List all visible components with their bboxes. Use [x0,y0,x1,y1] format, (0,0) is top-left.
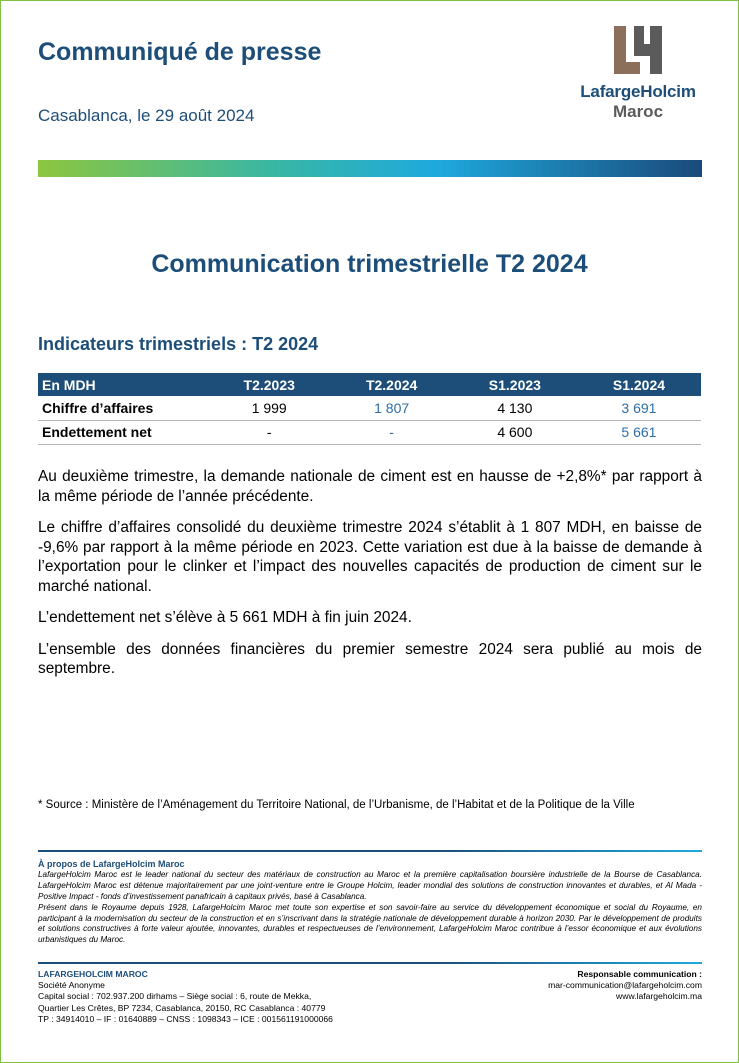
table-row [38,396,701,420]
date-line: Casablanca, le 29 août 2024 [38,106,255,125]
about-section [38,859,702,946]
row-label: Endettement net [38,420,208,444]
table-header-cell: S1.2024 [577,373,701,396]
contact-email-link[interactable]: mar-communication@lafargeholcim.com [548,980,702,991]
company-info [38,969,418,1025]
table-cell: 3 691 [577,396,701,420]
row-label: Chiffre d’affaires [38,396,208,420]
body-text [38,467,702,691]
header-gradient-bar [38,160,702,177]
table-header-cell: S1.2023 [453,373,577,396]
about-title: À propos de LafargeHolcim Maroc [38,859,185,869]
table-cell: 1 999 [208,396,330,420]
document-title: Communication trimestrielle T2 2024 [151,250,588,278]
company-line: Société Anonyme [38,980,105,991]
table-cell: 5 661 [577,420,701,444]
company-line: Quartier Les Crêtes, BP 7234, Casablanca, 20150, RC Casablanca : 40779 [38,1002,326,1013]
indicators-table [38,373,701,445]
table-cell: - [330,420,452,444]
paragraph: L’ensemble des données financières du premier semestre 2024 sera publié au mois de septembre. [38,640,702,677]
table-header-cell: T2.2023 [208,373,330,396]
lafargeholcim-logo-icon [612,24,664,76]
website-link[interactable]: www.lafargeholcim.ma [616,991,702,1002]
table-header-cell: T2.2024 [330,373,452,396]
company-logo [568,24,708,124]
company-line: TP : 34914010 – IF : 01640889 – CNSS : 1098343 – ICE : 001561191000066 [38,1013,333,1024]
paragraph: Au deuxième trimestre, la demande nationale de ciment est en hausse de +2,8%* par rapport à la même période de l’année précédente. [38,468,702,505]
logo-subtitle: Maroc [612,102,664,121]
logo-wordmark: LafargeHolcim [580,82,696,101]
paragraph: L’endettement net s’élève à 5 661 MDH à fin juin 2024. [38,609,412,626]
contact-title: Responsable communication : [577,969,702,979]
table-cell: - [208,420,330,444]
page-title: Communiqué de presse [38,38,322,66]
table-cell: 4 130 [453,396,577,420]
company-name: LAFARGEHOLCIM MAROC [38,969,148,979]
about-text: Présent dans le Royaume depuis 1928, LafargeHolcim Maroc met toute son expertise et son savoir-faire au service du développement économique et social du Royaume, en participant à la modernisation du secteur de la construction et en s’inscrivant dans la stratégie nationale de développement durable à horizon 2030. Par le développement de produits et solutions constructives à forte valeur ajoutée, innovantes, durables et respectueuses de l’environnement, LafargeHolcim Maroc contribue à l’essor économique et aux évolutions urbanistiques du Maroc. [38,902,702,945]
divider [38,962,702,964]
source-footnote: * Source : Ministère de l’Aménagement du Territoire National, de l’Urbanisme, de l’Habitat et de la Politique de la Ville [38,799,635,811]
section-title: Indicateurs trimestriels : T2 2024 [38,334,319,354]
divider [38,850,702,852]
table-cell: 1 807 [330,396,452,420]
company-line: Capital social : 702.937.200 dirhams – Siège social : 6, route de Mekka, [38,991,312,1002]
contact-info [430,969,702,1003]
table-header-row [38,373,701,396]
about-text: LafargeHolcim Maroc est le leader national du secteur des matériaux de construction au Maroc et la première capitalisation boursière industrielle de la Bourse de Casablanca. LafargeHolcim Maroc est détenue majoritairement par une joint-venture entre le Groupe Holcim, leader mondial des solutions de construction innovantes et durables, et Al Mada - Positive Impact - fonds d’investissement panafricain à capitaux privés, basé à Casablanca. [38,869,702,901]
table-row [38,420,701,444]
paragraph: Le chiffre d’affaires consolidé du deuxième trimestre 2024 s’établit à 1 807 MDH, en baisse de -9,6% par rapport à la même période en 2023. Cette variation est due à la baisse de demande à l’exportation pour le clinker et l’impact des nouvelles capacités de production de ciment sur le marché national. [38,519,702,595]
table-header-cell: En MDH [38,373,208,396]
table-cell: 4 600 [453,420,577,444]
